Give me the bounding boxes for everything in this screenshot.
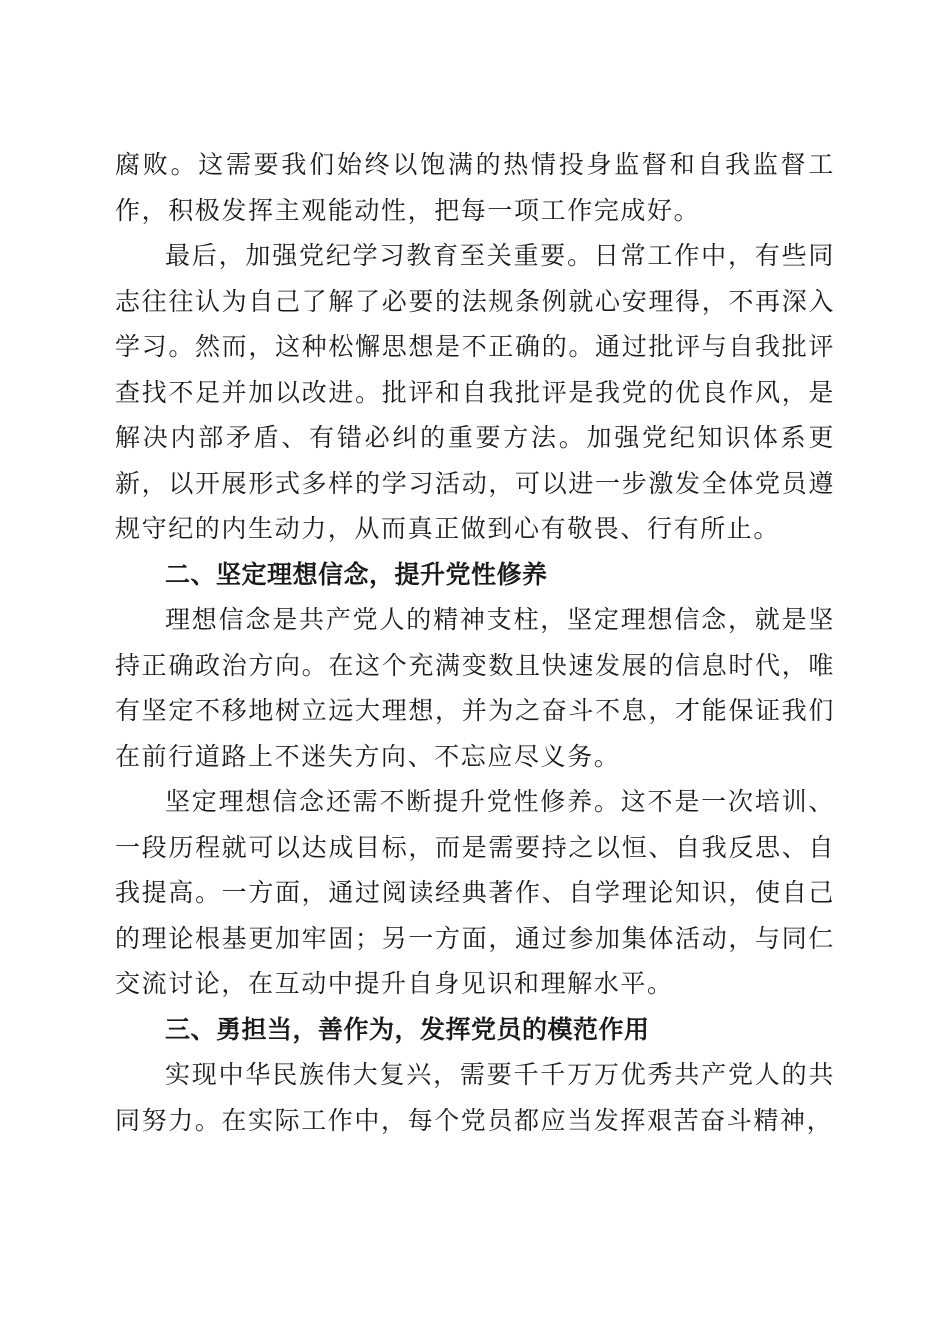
- paragraph-party-spirit: 坚定理想信念还需不断提升党性修养。这不是一次培训、一段历程就可以达成目标，而是需要持之以恒、自我反思、自我提高。一方面，通过阅读经典著作、自学理论知识，使自己的理论根基更加牢固；另一方面，通过参加集体活动，与同仁交流讨论，在互动中提升自身见识和理解水平。: [115, 787, 835, 998]
- section-heading-three: 三、勇担当，善作为，发挥党员的模范作用: [165, 1014, 650, 1044]
- paragraph-rejuvenation: 实现中华民族伟大复兴，需要千千万万优秀共产党人的共同努力。在实际工作中，每个党员都应当发挥艰苦奋斗精神，: [115, 1060, 835, 1135]
- paragraph-ideals: 理想信念是共产党人的精神支柱，坚定理想信念，就是坚持正确政治方向。在这个充满变数且快速发展的信息时代，唯有坚定不移地树立远大理想，并为之奋斗不息，才能保证我们在前行道路上不迷失方向、不忘应尽义务。: [115, 605, 835, 771]
- paragraph-continuation: 腐败。这需要我们始终以饱满的热情投身监督和自我监督工作，积极发挥主观能动性，把每一项工作完成好。: [115, 150, 835, 225]
- document-body: [115, 142, 835, 1143]
- section-heading-two: 二、坚定理想信念，提升党性修养: [165, 559, 548, 589]
- paragraph-party-discipline: 最后，加强党纪学习教育至关重要。日常工作中，有些同志往往认为自己了解了必要的法规条例就心安理得，不再深入学习。然而，这种松懈思想是不正确的。通过批评与自我批评查找不足并加以改进。批评和自我批评是我党的优良作风，是解决内部矛盾、有错必纠的重要方法。加强党纪知识体系更新，以开展形式多样的学习活动，可以进一步激发全体党员遵规守纪的内生动力，从而真正做到心有敬畏、行有所止。: [115, 241, 835, 543]
